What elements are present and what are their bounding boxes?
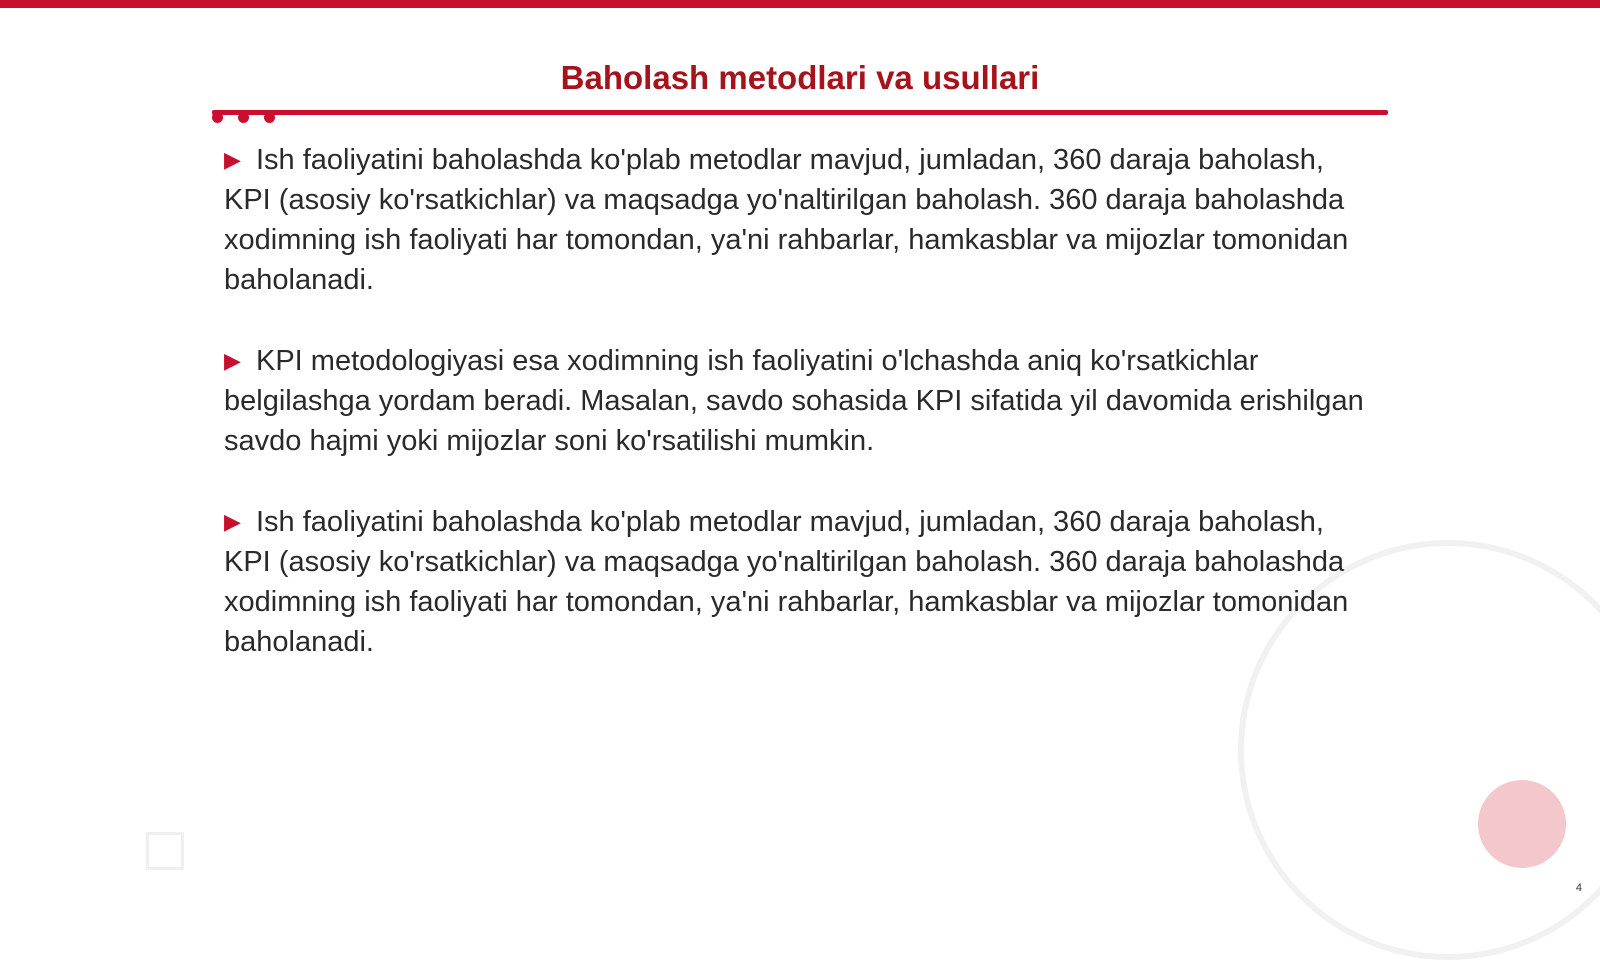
underline-dot [264, 112, 275, 123]
underline-dot [212, 112, 223, 123]
bullet-text: Ish faoliyatini baholashda ko'plab metodlar mavjud, jumladan, 360 daraja baholash, KPI (asosiy ko'rsatkichlar) va maqsadga yo'naltirilgan baholash. 360 daraja baholashda xodimning ish faoliyati har tomondan, ya'ni rahbarlar, hamkasblar va mijozlar tomonidan baholanadi. [224, 144, 1349, 296]
bullet-text: KPI metodologiyasi esa xodimning ish faoliyatini o'lchashda aniq ko'rsatkichlar belgilashga yordam beradi. Masalan, savdo sohasida KPI sifatida yil davomida erishilgan savdo hajmi yoki mijozlar soni ko'rsatilishi mumkin. [224, 345, 1364, 457]
decorative-square [146, 832, 184, 870]
underline-dot [238, 112, 249, 123]
bullet-arrow-icon: ▶ [224, 147, 241, 172]
bullet-arrow-icon: ▶ [224, 509, 241, 534]
title-underline [212, 110, 1388, 115]
title-underline-dots [212, 112, 272, 124]
bullet-item [224, 341, 1374, 461]
decorative-circle [1478, 780, 1566, 868]
bullet-item [224, 140, 1374, 300]
slide-title: Baholash metodlari va usullari [560, 59, 1040, 96]
bullet-arrow-icon: ▶ [224, 348, 241, 373]
top-accent-bar [0, 0, 1600, 8]
bullet-item [224, 502, 1374, 662]
page-number: 4 [1575, 882, 1582, 894]
slide-content [224, 140, 1374, 703]
bullet-text: Ish faoliyatini baholashda ko'plab metodlar mavjud, jumladan, 360 daraja baholash, KPI (asosiy ko'rsatkichlar) va maqsadga yo'naltirilgan baholash. 360 daraja baholashda xodimning ish faoliyati har tomondan, ya'ni rahbarlar, hamkasblar va mijozlar tomonidan baholanadi. [224, 506, 1349, 658]
